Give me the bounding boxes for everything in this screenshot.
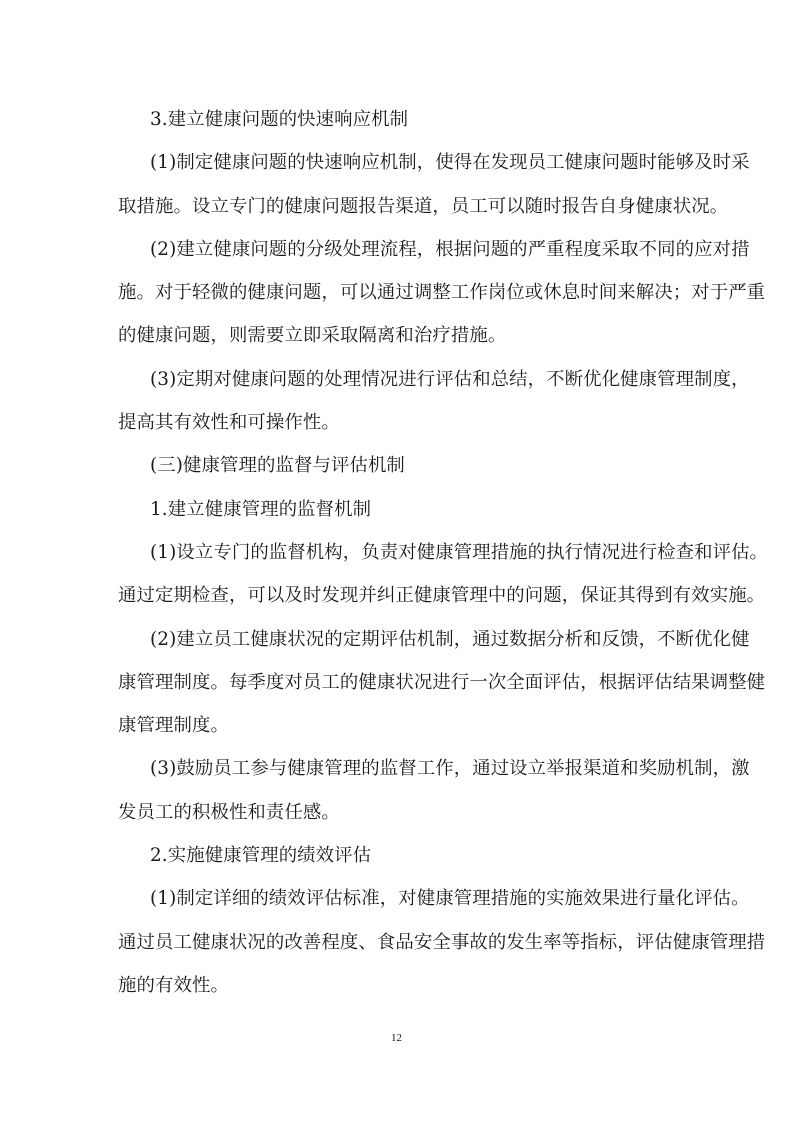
text-line: (2)建立健康问题的分级处理流程，根据问题的严重程度采取不同的应对措 xyxy=(150,238,750,260)
text-line: 提高其有效性和可操作性。 xyxy=(118,412,340,434)
text-line: (1)制定详细的绩效评估标准，对健康管理措施的实施效果进行量化评估。 xyxy=(150,888,750,910)
text-line: 2.实施健康管理的绩效评估 xyxy=(150,845,372,867)
text-line: (3)鼓励员工参与健康管理的监督工作，通过设立举报渠道和奖励机制，激 xyxy=(150,758,750,780)
text-line: 施。对于轻微的健康问题，可以通过调整工作岗位或休息时间来解决；对于严重 xyxy=(118,282,766,304)
text-line: (1)制定健康问题的快速响应机制，使得在发现员工健康问题时能够及时采 xyxy=(150,152,750,174)
text-line: 康管理制度。每季度对员工的健康状况进行一次全面评估，根据评估结果调整健 xyxy=(118,671,766,693)
text-line: 发员工的积极性和责任感。 xyxy=(118,801,340,823)
text-line: 3.建立健康问题的快速响应机制 xyxy=(150,109,409,130)
text-line: (三)健康管理的监督与评估机制 xyxy=(150,455,405,477)
text-line: 康管理制度。 xyxy=(118,715,229,737)
text-line: 的健康问题，则需要立即采取隔离和治疗措施。 xyxy=(118,325,507,347)
document-body xyxy=(118,98,769,1007)
text-line: 取措施。设立专门的健康问题报告渠道，员工可以随时报告自身健康状况。 xyxy=(118,195,729,217)
text-line: 施的有效性。 xyxy=(118,974,229,996)
text-line: (3)定期对健康问题的处理情况进行评估和总结，不断优化健康管理制度， xyxy=(150,368,750,390)
text-line: (1)设立专门的监督机构，负责对健康管理措施的执行情况进行检查和评估。 xyxy=(150,541,769,563)
page-number: 12 xyxy=(391,1032,402,1044)
text-line: 通过定期检查，可以及时发现并纠正健康管理中的问题，保证其得到有效实施。 xyxy=(118,585,766,607)
text-line: (2)建立员工健康状况的定期评估机制，通过数据分析和反馈，不断优化健 xyxy=(150,628,750,650)
text-line: 通过员工健康状况的改善程度、食品安全事故的发生率等指标，评估健康管理措 xyxy=(118,931,766,953)
text-line: 1.建立健康管理的监督机制 xyxy=(150,498,372,520)
